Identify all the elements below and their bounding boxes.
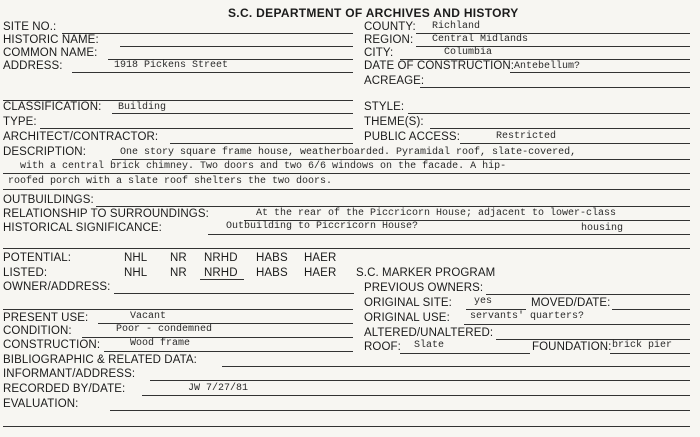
owner-line [114,293,354,294]
architect-label: ARCHITECT/CONTRACTOR: [3,131,159,143]
potential-habs: HABS [256,252,288,264]
county-value: Richland [432,21,481,32]
potential-label: POTENTIAL: [3,252,72,264]
foundation-label: FOUNDATION: [532,341,612,353]
roof-line [400,353,530,354]
potential-haer: HAER [304,252,337,264]
historic-name-label: HISTORIC NAME: [3,34,99,46]
description-line-2: with a central brick chimney. Two doors and two 6/6 windows on the facade. A hip- [20,161,507,172]
date-of-construction-value: Antebellum? [514,61,581,72]
condition-line [82,337,353,338]
original-use-line [464,324,690,325]
altered-label: ALTERED/UNALTERED: [364,327,494,339]
public-access-label: PUBLIC ACCESS: [364,131,460,143]
classification-label: CLASSIFICATION: [3,101,102,113]
owner-label: OWNER/ADDRESS: [3,281,111,293]
site-no-line [62,33,353,34]
significance-value: Outbuilding to Piccricorn House? [226,221,419,232]
classification-value: Building [118,102,167,113]
marker-program-label: S.C. MARKER PROGRAM [356,267,496,279]
style-label: STYLE: [364,101,405,113]
potential-nrhd: NRHD [204,252,238,264]
style-line [408,113,690,114]
bibliographic-line [222,366,690,367]
owner-line-2 [3,309,353,310]
type-label: TYPE: [3,116,37,128]
description-label: DESCRIPTION: [3,146,86,158]
condition-label: CONDITION: [3,325,72,337]
listed-habs: HABS [256,267,288,279]
bibliographic-label: BIBLIOGRAPHIC & RELATED DATA: [3,354,197,366]
original-use-label: ORIGINAL USE: [364,312,450,324]
significance-continued: housing [581,223,624,234]
public-access-line [460,143,690,144]
themes-line [430,128,690,129]
city-label: CITY: [364,47,394,59]
region-value: Central Midlands [432,34,529,45]
address-value: 1918 Pickens Street [114,60,229,71]
construction-label: CONSTRUCTION: [3,339,101,351]
address-line [72,72,353,73]
potential-nhl: NHL [124,252,148,264]
significance-label: HISTORICAL SIGNIFICANCE: [3,222,162,234]
county-label: COUNTY: [364,21,416,33]
significance-line [208,234,690,235]
description-line-1: One story square frame house, weatherboarded. Pyramidal roof, slate-covered, [120,147,577,158]
original-site-label: ORIGINAL SITE: [364,297,452,309]
construction-line [104,351,353,352]
acreage-label: ACREAGE: [364,75,425,87]
listed-nrhd: NRHD [204,267,238,279]
outbuildings-line [96,206,690,207]
listed-nr: NR [170,267,187,279]
listed-nrhd-underline [200,279,244,280]
themes-label: THEME(S): [364,116,424,128]
roof-label: ROOF: [364,341,401,353]
site-no-label: SITE NO.: [3,21,57,33]
form-title: S.C. DEPARTMENT OF ARCHIVES AND HISTORY [228,6,519,20]
listed-haer: HAER [304,267,337,279]
description-rule-2 [3,173,690,174]
foundation-value: brick pier [612,340,673,351]
present-use-label: PRESENT USE: [3,312,89,324]
moved-date-line [612,309,690,310]
description-rule-1 [112,159,690,160]
original-site-line [466,309,526,310]
moved-date-label: MOVED/DATE: [531,297,611,309]
evaluation-label: EVALUATION: [3,398,79,410]
listed-nhl: NHL [124,267,148,279]
evaluation-line-2 [3,426,690,427]
common-name-label: COMMON NAME: [3,47,98,59]
historic-name-line [120,46,353,47]
evaluation-line [110,410,690,411]
significance-line-2 [3,248,690,249]
description-rule-3 [3,189,690,190]
informant-label: INFORMANT/ADDRESS: [3,368,136,380]
relationship-value: At the rear of the Piccricorn House; adjacent to lower-class [256,208,617,219]
roof-value: Slate [414,340,445,351]
public-access-value: Restricted [496,131,557,142]
construction-value: Wood frame [130,338,191,349]
previous-owners-label: PREVIOUS OWNERS: [364,282,484,294]
date-of-construction-label: DATE OF CONSTRUCTION: [364,60,515,72]
recorded-by-label: RECORDED BY/DATE: [3,383,126,395]
informant-line [150,380,690,381]
original-site-value: yes [474,296,493,307]
present-use-value: Vacant [130,311,167,322]
classification-line [112,113,353,114]
city-value: Columbia [444,47,493,58]
recorded-by-line [142,395,690,396]
address-label: ADDRESS: [3,60,63,72]
condition-value: Poor - condemned [116,324,213,335]
description-line-3: roofed porch with a slate roof shelters the two doors. [8,176,333,187]
acreage-line [420,87,690,88]
previous-owners-line [486,294,690,295]
foundation-line [610,353,690,354]
recorded-by-value: JW 7/27/81 [188,383,249,394]
architect-line [170,143,353,144]
original-use-value: servants' quarters? [470,311,585,322]
outbuildings-label: OUTBUILDINGS: [3,194,94,206]
date-line [510,72,690,73]
relationship-label: RELATIONSHIP TO SURROUNDINGS: [3,208,209,220]
listed-label: LISTED: [3,267,48,279]
potential-nr: NR [170,252,187,264]
type-line [40,128,353,129]
region-label: REGION: [364,34,414,46]
